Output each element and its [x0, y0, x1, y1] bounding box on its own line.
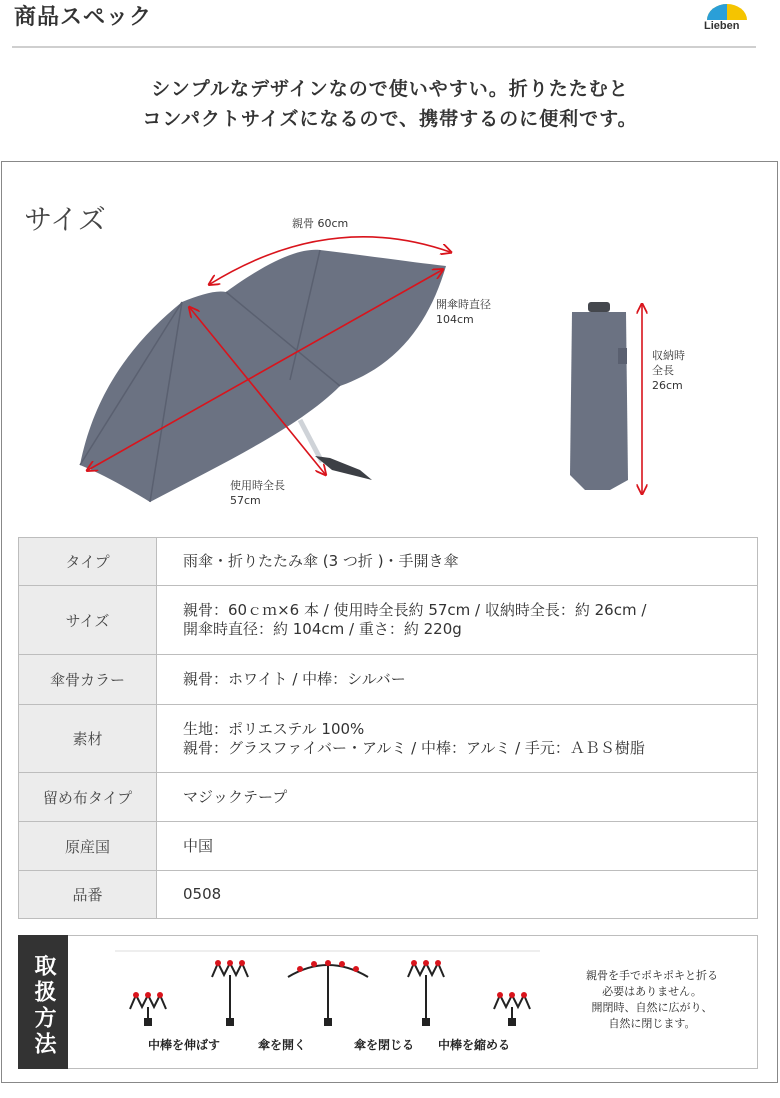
spec-key: 傘骨カラー	[19, 655, 157, 705]
note-line: 必要はありません。	[602, 985, 702, 998]
open-diameter-label-2: 104cm	[436, 313, 474, 326]
spec-key: サイズ	[19, 586, 157, 655]
length-label-1: 使用時全長	[230, 479, 285, 492]
spec-value	[157, 871, 758, 919]
spec-value	[157, 655, 758, 705]
closed-extended-umbrella-icon	[212, 963, 248, 1025]
spec-value	[157, 586, 758, 655]
spec-value-line: 開傘時直径：約 104cm / 重さ：約 220g	[183, 620, 462, 638]
size-section-title: サイズ	[24, 203, 106, 236]
closed-shortened-umbrella-icon	[494, 995, 530, 1025]
note-line: 自然に閉じます。	[608, 1017, 696, 1030]
table-row	[19, 773, 758, 822]
open-umbrella-step-icon	[288, 963, 368, 1025]
page-title: 商品スペック	[14, 5, 153, 30]
logo-text: Lieben	[704, 20, 740, 32]
spec-value-line: 親骨：ホワイト / 中棒：シルバー	[183, 670, 406, 688]
open-umbrella-icon	[80, 250, 446, 502]
spec-key: 原産国	[19, 822, 157, 871]
spec-value-line: 親骨：グラスファイバー・アルミ / 中棒：アルミ / 手元：ＡＢＳ樹脂	[183, 738, 645, 757]
folded-label-3: 26cm	[652, 379, 683, 392]
spec-key: タイプ	[19, 538, 157, 586]
table-row	[19, 538, 758, 586]
spec-key: 品番	[19, 871, 157, 919]
spec-value-line: 生地：ポリエステル 100%	[183, 719, 365, 738]
note-line: 親骨を手でポキポキと折る	[586, 969, 718, 982]
step-3-label: 傘を閉じる	[354, 1038, 415, 1052]
table-row	[19, 586, 758, 655]
table-row	[19, 822, 758, 871]
folded-umbrella-icon	[570, 302, 628, 490]
spec-value-line: 0508	[183, 885, 222, 903]
folded-label-1: 収納時	[652, 349, 685, 362]
table-row	[19, 871, 758, 919]
header-divider	[12, 46, 756, 48]
spec-table	[18, 537, 758, 919]
howto-note	[564, 968, 740, 1032]
table-row	[19, 705, 758, 773]
closed-umbrella-step-icon	[408, 963, 444, 1025]
howto-steps-diagram	[110, 945, 560, 1035]
spec-key: 素材	[19, 705, 157, 773]
step-4-label: 中棒を縮める	[438, 1038, 511, 1052]
spec-key: 留め布タイプ	[19, 773, 157, 822]
length-label-2: 57cm	[230, 494, 261, 507]
howto-label: 取扱方法	[18, 935, 68, 1069]
step-1-label: 中棒を伸ばす	[148, 1038, 221, 1052]
table-row	[19, 655, 758, 705]
step-2-label: 傘を開く	[258, 1038, 307, 1052]
spec-value-line: 親骨：60ｃｍ×6 本 / 使用時全長約 57cm / 収納時全長：約 26cm /	[183, 601, 647, 619]
open-diameter-label-1: 開傘時直径	[436, 298, 491, 311]
folded-label-2: 全長	[652, 364, 674, 377]
rib-length-label: 親骨 60cm	[292, 217, 349, 230]
note-line: 開閉時、自然に広がり、	[591, 1001, 713, 1014]
spec-value	[157, 705, 758, 773]
tagline-line-2: コンパクトサイズになるので、携帯するのに便利です。	[142, 108, 638, 130]
spec-value-line: マジックテープ	[183, 787, 288, 806]
tagline-line-1: シンプルなデザインなので使いやすい。折りたたむと	[151, 78, 629, 100]
spec-value	[157, 538, 758, 586]
spec-value	[157, 822, 758, 871]
spec-value-line: 中国	[183, 836, 214, 855]
spec-value	[157, 773, 758, 822]
closed-short-umbrella-icon	[130, 995, 166, 1025]
spec-value-line: 雨傘・折りたたみ傘 (3 つ折 )・手開き傘	[183, 552, 459, 570]
